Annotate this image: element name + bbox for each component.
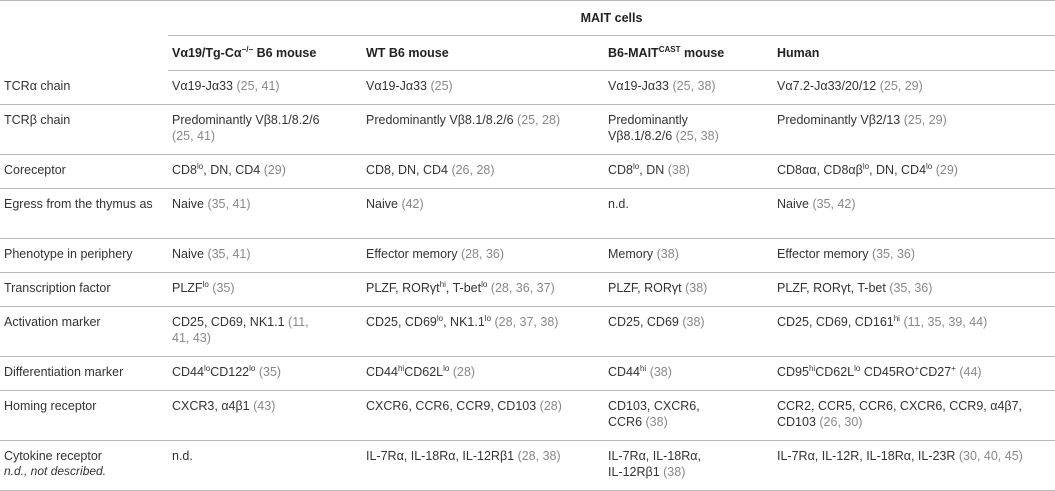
cell: PLZF, RORγt, T-bet (35, 36) bbox=[773, 273, 1055, 307]
cell: n.d. bbox=[168, 441, 362, 491]
cell: Vα19-Jα33 (25) bbox=[362, 71, 604, 105]
cell: IL-7Rα, IL-18Rα, IL-12Rβ1 (28, 38) bbox=[362, 441, 604, 491]
row-label: TCRα chain bbox=[0, 71, 168, 105]
cell: Naive (35, 41) bbox=[168, 239, 362, 273]
cell: CD25, CD69, NK1.1 (11, 41, 43) bbox=[168, 307, 362, 357]
cell: $CD44^{lo}CD122^{lo}$ (35) bbox=[168, 357, 362, 391]
cell: CD8αα, $CD8\alpha\beta^{lo}$, DN, $CD4^{lo}$ (29) bbox=[773, 155, 1055, 189]
row-label: TCRβ chain bbox=[0, 105, 168, 155]
table-row bbox=[0, 239, 1055, 273]
cell: CCR2, CCR5, CCR6, CXCR6, CCR9, α4β7, CD103 (26, 30) bbox=[773, 391, 1055, 441]
cell: CXCR6, CCR6, CCR9, CD103 (28) bbox=[362, 391, 604, 441]
cell: PLZF, RORγt (38) bbox=[604, 273, 773, 307]
cell: Memory (38) bbox=[604, 239, 773, 273]
row-label: Coreceptor bbox=[0, 155, 168, 189]
table-row bbox=[0, 307, 1055, 357]
column-header-wt-mouse: WT B6 mouse bbox=[362, 36, 604, 71]
cell: IL-7Rα, IL-18Rα, IL-12Rβ1 (38) bbox=[604, 441, 773, 491]
cell: Vα19-Jα33 (25, 41) bbox=[168, 71, 362, 105]
cell: $CD8^{lo}$, DN, CD4 (29) bbox=[168, 155, 362, 189]
cell: $CD44^{hi}$ (38) bbox=[604, 357, 773, 391]
column-header-human: Human bbox=[773, 36, 1055, 71]
column-header-cast-mouse: $B6-MAIT^{CAST}$ mouse bbox=[604, 36, 773, 71]
row-label: Transcription factor bbox=[0, 273, 168, 307]
cell: Naive (42) bbox=[362, 189, 604, 239]
cell: Effector memory (35, 36) bbox=[773, 239, 1055, 273]
table-row bbox=[0, 391, 1055, 441]
cell: CD25, CD69 (38) bbox=[604, 307, 773, 357]
table-row bbox=[0, 189, 1055, 239]
row-label: Differentiation marker bbox=[0, 357, 168, 391]
header-blank bbox=[0, 36, 168, 71]
cell: Predominantly Vβ8.1/8.2/6 (25, 38) bbox=[604, 105, 773, 155]
column-header-tg-mouse: Vα19/Tg-Cα−/− B6 mouse bbox=[168, 36, 362, 71]
cell: Predominantly Vβ2/13 (25, 29) bbox=[773, 105, 1055, 155]
cell: Predominantly Vβ8.1/8.2/6 (25, 28) bbox=[362, 105, 604, 155]
table-row bbox=[0, 155, 1055, 189]
cell: CXCR3, α4β1 (43) bbox=[168, 391, 362, 441]
table-row bbox=[0, 105, 1055, 155]
table-row bbox=[0, 357, 1055, 391]
row-label: Phenotype in periphery bbox=[0, 239, 168, 273]
row-label: Cytokine receptor bbox=[0, 441, 168, 491]
cell: CD25, CD69, $CD161^{hi}$ (11, 35, 39, 44) bbox=[773, 307, 1055, 357]
row-label: Homing receptor bbox=[0, 391, 168, 441]
row-label: Egress from the thymus as bbox=[0, 189, 168, 239]
group-header: MAIT cells bbox=[168, 1, 1055, 36]
cell: CD8, DN, CD4 (26, 28) bbox=[362, 155, 604, 189]
corner-cell bbox=[0, 1, 168, 36]
cell: CD103, CXCR6, CCR6 (38) bbox=[604, 391, 773, 441]
cell: n.d. bbox=[604, 189, 773, 239]
cell: Effector memory (28, 36) bbox=[362, 239, 604, 273]
row-label: Activation marker bbox=[0, 307, 168, 357]
cell: Naive (35, 42) bbox=[773, 189, 1055, 239]
cell: Predominantly Vβ8.1/8.2/6 (25, 41) bbox=[168, 105, 362, 155]
table-footnote: n.d., not described. bbox=[4, 464, 107, 478]
cell: PLZF, RORγt$^{hi}$, T-bet$^{lo}$ (28, 36, 37) bbox=[362, 273, 604, 307]
cell: $CD8^{lo}$, DN (38) bbox=[604, 155, 773, 189]
cell: Naive (35, 41) bbox=[168, 189, 362, 239]
cell: $CD95^{hi}CD62L^{lo}$ CD45RO+CD27+ (44) bbox=[773, 357, 1055, 391]
table-row bbox=[0, 441, 1055, 491]
cell: CD25, $CD69^{lo}$, $NK1.1^{lo}$ (28, 37, 38) bbox=[362, 307, 604, 357]
cell: IL-7Rα, IL-12R, IL-18Rα, IL-23R (30, 40, 45) bbox=[773, 441, 1055, 491]
table-row bbox=[0, 71, 1055, 105]
table-row bbox=[0, 273, 1055, 307]
cell: Vα19-Jα33 (25, 38) bbox=[604, 71, 773, 105]
cell: Vα7.2-Jα33/20/12 (25, 29) bbox=[773, 71, 1055, 105]
cell: $PLZF^{lo}$ (35) bbox=[168, 273, 362, 307]
cell: $CD44^{hi}CD62L^{lo}$ (28) bbox=[362, 357, 604, 391]
